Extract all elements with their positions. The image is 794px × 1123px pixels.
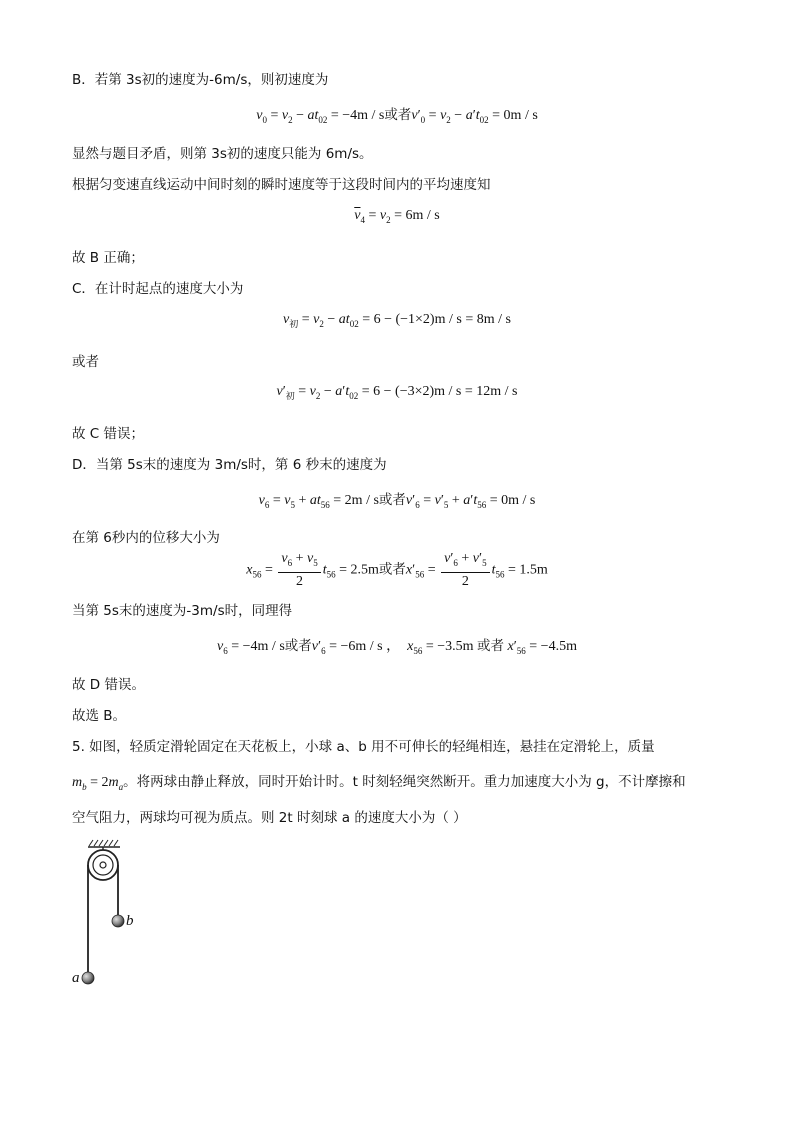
equation-displacement: $x_{56}$ = $\frac{v_6 + v_5}{2}$ $t_{56} = 2.5m$或者$x'_{56}$ = $\frac{v'_6 + v'_5}{2}$ $t_{56} = 1.5m$ [246,551,548,589]
text-displacement-intro: 在第 6秒内的位移大小为 [72,530,220,546]
text-d-intro: D．当第 5s末的速度为 3m/s时，第 6 秒末的速度为 [72,457,387,473]
equation-negative-case: $v_6 = -4m / s$或者$v'_6 = -6m / s$ ， $x_{56} = -3.5m$ 或者 $x'_{56} = -4.5m$ [217,638,577,656]
text-c-wrong: 故 C 错误； [72,426,145,442]
pulley-axle [100,862,106,868]
or-word: 或者 [384,107,412,123]
equation-v6: $v_6 = v_5 + at_{56} = 2m / s$或者$v'_6 = v'_5 + a't_{56} = 0m / s$ [258,492,536,510]
or-word: 或者 [378,561,406,578]
or-word: 或者 [284,638,312,654]
question-5-line-2-text: 。将两球由静止释放，同时开始计时。t 时刻轻绳突然断开。重力加速度大小为 g，不计摩擦和 [123,774,686,790]
text-b-intro: B．若第 3s初的速度为-6m/s，则初速度为 [72,72,329,88]
equation-start-velocity-1: $v_初 = v_2 - at_{02} = 6 - (-1\times 2)m / s = 8m / s$ [283,312,511,329]
question-5-line-3: 空气阻力，两球均可视为质点。则 2t 时刻球 a 的速度大小为（ ） [72,810,467,826]
text-or: 或者 [72,354,99,370]
equation-average-velocity: $\overline{v}_4 = v_2 = 6m / s$ [354,208,440,225]
or-word: 或者 [477,638,504,654]
question-5-line-1: 5. 如图，轻质定滑轮固定在天花板上，小球 a、b 用不可伸长的轻绳相连，悬挂在定滑轮上，质量 [72,739,655,755]
text-principle: 根据匀变速直线运动中间时刻的瞬时速度等于这段时间内的平均速度知 [72,177,491,193]
ball-a [82,972,94,984]
label-a: a [72,970,80,986]
or-word: 或者 [378,492,406,508]
text-answer: 故选 B。 [72,708,127,724]
label-b: b [126,913,134,929]
text-negative-case: 当第 5s末的速度为-3m/s时，同理得 [72,603,293,619]
question-5-line-2: $m_b = 2m_a$。将两球由静止释放，同时开始计时。t 时刻轻绳突然断开。重力加速度大小为 g，不计摩擦和 [72,774,686,792]
text-c-intro: C．在计时起点的速度大小为 [72,281,244,297]
equation-start-velocity-2: $v'_初 = v_2 - a't_{02} = 6 - (-3\times 2)m / s = 12m / s$ [276,384,518,401]
pulley-diagram [65,835,195,995]
text-contradiction: 显然与题目矛盾，则第 3s初的速度只能为 6m/s。 [72,146,373,162]
equation-initial-velocity: $v_0 = v_2 - at_{02} = -4m / s$或者$v'_0 = v_2 - a't_{02} = 0m / s$ [256,107,538,125]
ceiling-hatching [89,840,118,846]
text-b-correct: 故 B 正确； [72,250,144,266]
ball-b [112,915,124,927]
text-d-wrong: 故 D 错误。 [72,677,145,693]
